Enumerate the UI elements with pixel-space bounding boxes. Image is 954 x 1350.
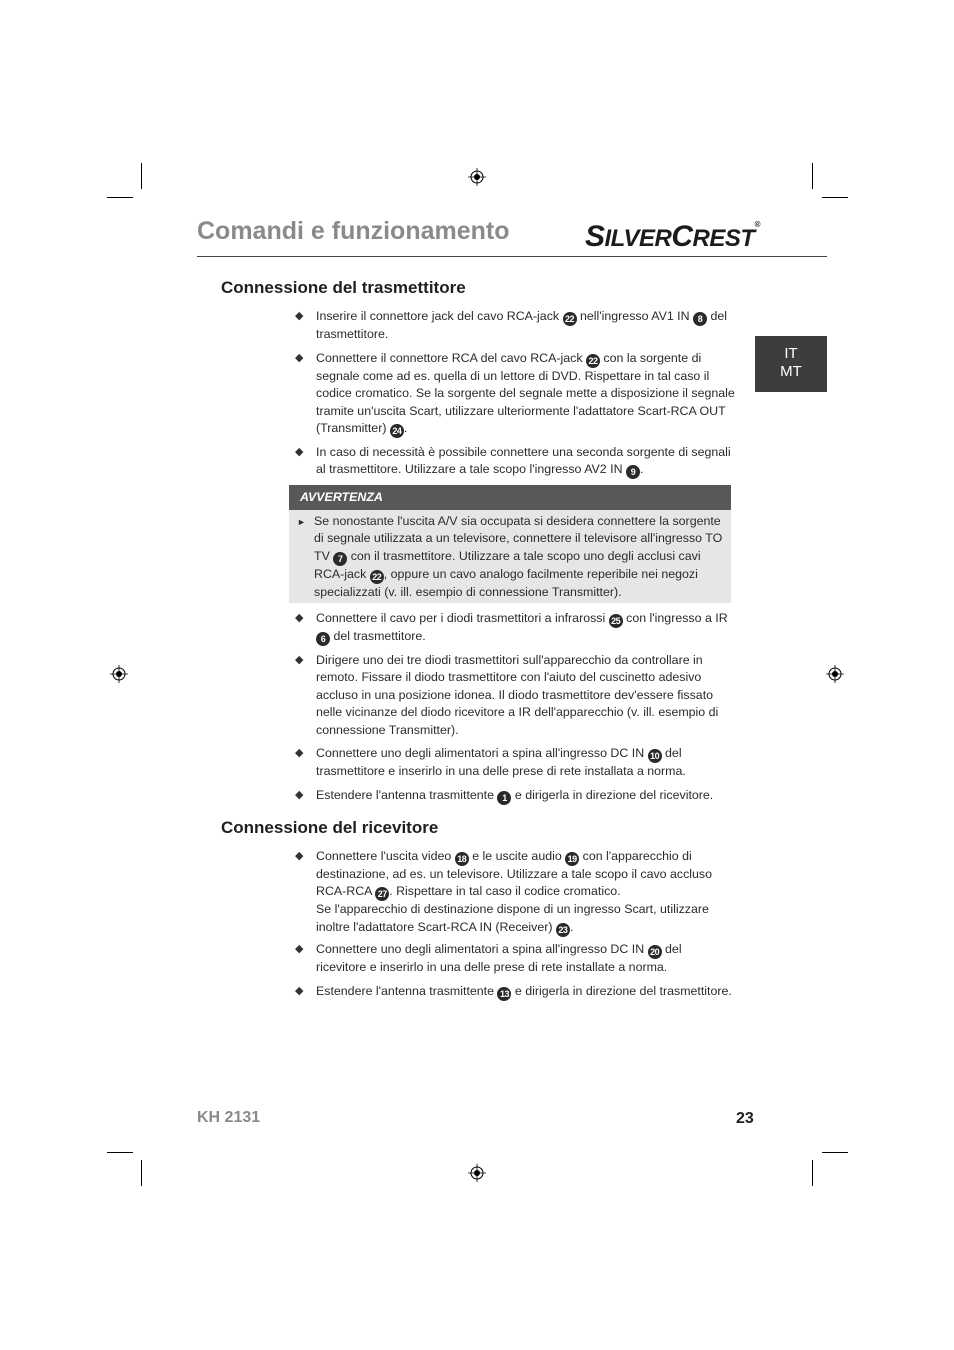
- callout-number: 22: [563, 312, 577, 326]
- diamond-bullet-icon: ◆: [295, 985, 304, 997]
- list-item: ◆ Connettere il cavo per i diodi trasmettitori a infrarossi 25 con l'ingresso a IR 6 del trasmettitore.: [295, 611, 728, 644]
- warning-title: AVVERTENZA: [289, 485, 731, 510]
- crop-mark: [812, 163, 813, 189]
- callout-number: 13: [497, 987, 511, 1001]
- diamond-bullet-icon: ◆: [295, 747, 304, 759]
- section-title: Connessione del ricevitore: [221, 818, 439, 837]
- crop-mark: [822, 1152, 848, 1153]
- callout-number: 8: [693, 312, 707, 326]
- header-divider: [197, 256, 827, 257]
- arrow-bullet-icon: ►: [297, 517, 306, 527]
- list-item: ◆ Estendere l'antenna trasmittente 13 e dirigerla in direzione del trasmettitore.: [295, 984, 732, 999]
- diamond-bullet-icon: ◆: [295, 943, 304, 955]
- callout-number: 7: [333, 552, 347, 566]
- list-item: ◆ Connettere l'uscita video 18 e le uscite audio 19 con l'apparecchio di destinazione, ad es. un televisore. Utilizzare a tale scopo il cavo accluso RCA-RCA 27 . Rispettare in tal caso il codice cromatico. Se l'apparecchio di destinazione dispone di un ingresso Scart, utilizzare inoltre l'adattatore Scart-RCA IN (Receiver) 23 .: [295, 849, 713, 935]
- page-number: 23: [736, 1110, 754, 1127]
- callout-number: 27: [375, 887, 389, 901]
- callout-number: 9: [626, 465, 640, 479]
- callout-number: 10: [648, 749, 662, 763]
- crop-mark: [141, 1160, 142, 1186]
- brand-logo: SILVERCREST®: [585, 220, 760, 253]
- callout-number: 24: [390, 424, 404, 438]
- list-item: ◆ Connettere uno degli alimentatori a spina all'ingresso DC IN 10 del trasmettitore e inserirlo in una delle prese di rete installata a norma.: [295, 746, 686, 778]
- callout-number: 22: [370, 570, 384, 584]
- callout-number: 19: [565, 852, 579, 866]
- crop-mark: [141, 163, 142, 189]
- crop-mark: [812, 1160, 813, 1186]
- list-item: ◆ Inserire il connettore jack del cavo RCA-jack 22 nell'ingresso AV1 IN 8 del trasmettitore.: [295, 309, 727, 341]
- registration-mark-icon: [468, 168, 486, 186]
- registration-mark-icon: [468, 1164, 486, 1182]
- crop-mark: [822, 197, 848, 198]
- callout-number: 18: [455, 852, 469, 866]
- list-item: ◆ Dirigere uno dei tre diodi trasmettitori sull'apparecchio da controllare in remoto. Fissare il diodo trasmettitore con l'aiuto del cuscinetto adesivo accluso in una posizione idonea. Il diodo trasmettitore dev'essere fissato nelle vicinanze del diodo ricevitore a IR dell'apparecchio (v. ill. esempio di connessione Transmitter).: [295, 653, 719, 737]
- registration-mark-icon: [826, 665, 844, 683]
- diamond-bullet-icon: ◆: [295, 850, 304, 862]
- list-item: ◆ Connettere il connettore RCA del cavo RCA-jack 22 con la sorgente di segnale come ad es. quella di un lettore di DVD. Rispettare in tal caso il codice cromatico. Se la sorgente del segnale mette a disposizione il segnale tramite un'uscita Scart, utilizzare ulteriormente l'adattatore Scart-RCA OUT (Transmitter) 24 .: [295, 351, 735, 437]
- diamond-bullet-icon: ◆: [295, 789, 304, 801]
- diamond-bullet-icon: ◆: [295, 352, 304, 364]
- callout-number: 25: [609, 614, 623, 628]
- diamond-bullet-icon: ◆: [295, 310, 304, 322]
- language-tab: IT MT: [755, 336, 827, 392]
- registration-mark-icon: [110, 665, 128, 683]
- crop-mark: [107, 197, 133, 198]
- callout-number: 20: [648, 945, 662, 959]
- model-number: KH 2131: [197, 1109, 261, 1126]
- diamond-bullet-icon: ◆: [295, 612, 304, 624]
- list-item: ◆ Estendere l'antenna trasmittente 1 e dirigerla in direzione del ricevitore.: [295, 788, 714, 803]
- list-item: ◆ Connettere uno degli alimentatori a spina all'ingresso DC IN 20 del ricevitore e inserirlo in una delle prese di rete installate a norma.: [295, 942, 682, 974]
- callout-number: 1: [497, 791, 511, 805]
- list-item: ◆ In caso di necessità è possibile connettere una seconda sorgente di segnali al trasmettitore. Utilizzare a tale scopo l'ingresso AV2 IN 9 .: [295, 445, 731, 478]
- warning-box: ► Se nonostante l'uscita A/V sia occupata si desidera connettere la sorgente di segnale utilizzata a un televisore, connettere il televisore all'ingresso TO TV 7 con il trasmettitore. Utilizzare a tale scopo uno degli acclusi cavi RCA-jack 22 , oppure un cavo analogo facilmente reperibile nei negozi specializzati (v. ill. esempio di connessione Transmitter).: [289, 510, 731, 603]
- section-title: Connessione del trasmettitore: [221, 278, 466, 297]
- diamond-bullet-icon: ◆: [295, 446, 304, 458]
- crop-mark: [107, 1152, 133, 1153]
- callout-number: 22: [586, 354, 600, 368]
- page-title: Comandi e funzionamento: [197, 217, 510, 245]
- diamond-bullet-icon: ◆: [295, 654, 304, 666]
- callout-number: 23: [556, 923, 570, 937]
- callout-number: 6: [316, 632, 330, 646]
